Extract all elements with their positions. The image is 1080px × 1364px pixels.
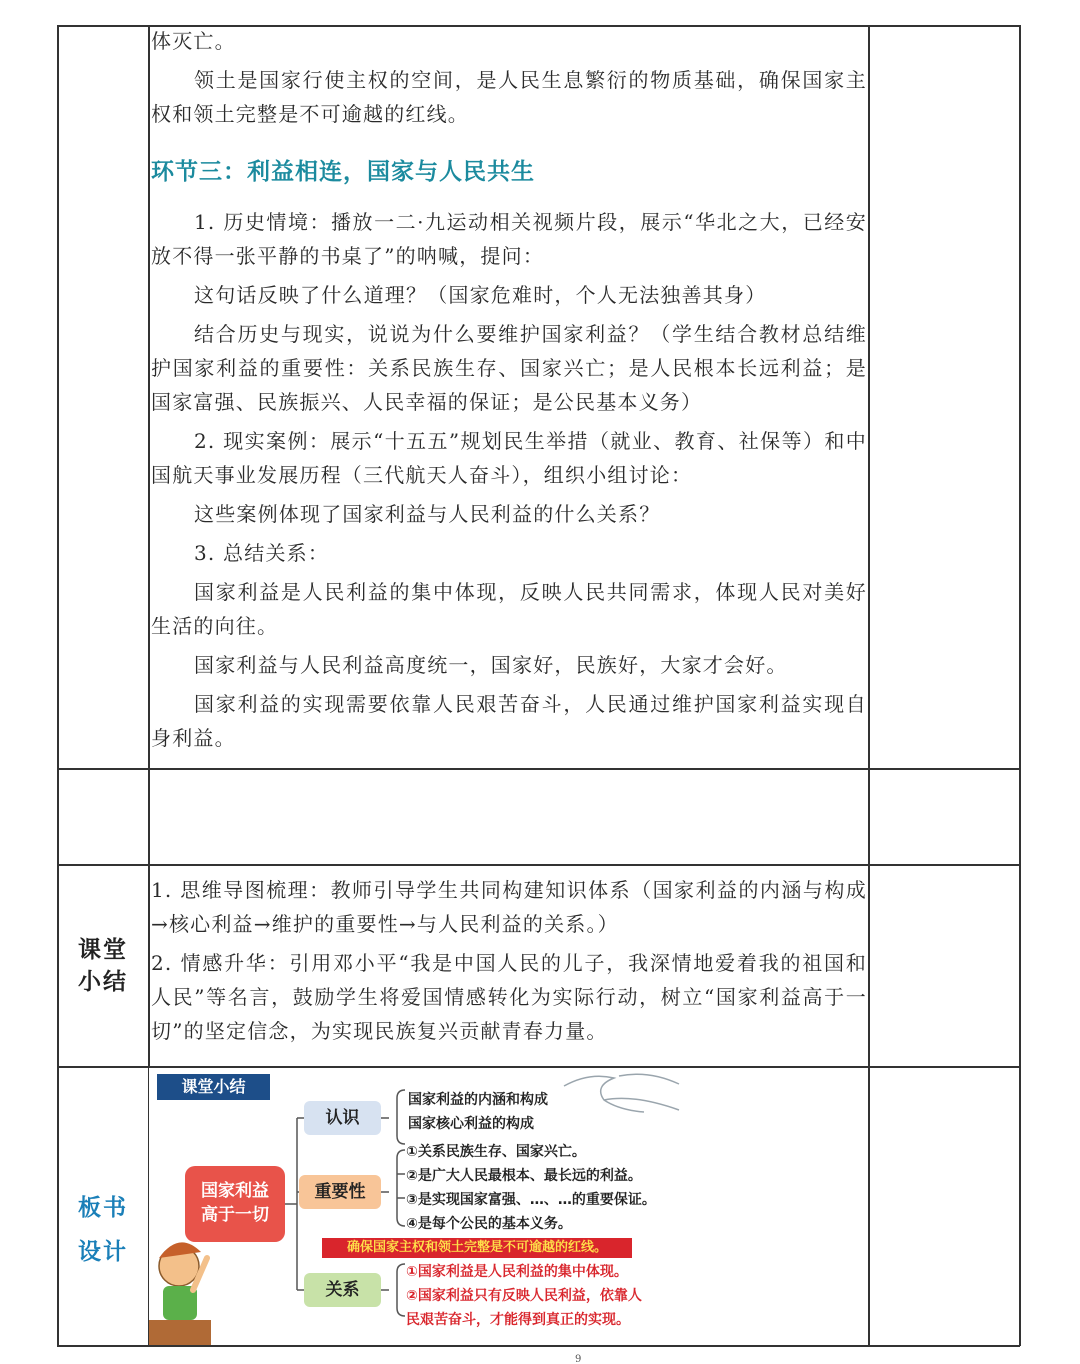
paragraph-question-1: 这句话反映了什么道理？（国家危难时，个人无法独善其身）: [194, 283, 767, 307]
board-label: [58, 1186, 148, 1274]
node3-item-3: 民艰苦奋斗，才能得到真正的实现。: [406, 1312, 630, 1328]
red-line-banner: 确保国家主权和领土完整是不可逾越的红线。: [322, 1238, 632, 1258]
paragraph-relation-2: 国家利益与人民利益高度统一，国家好，民族好，大家才会好。: [194, 653, 788, 677]
summary-paragraph-1: 1. 思维导图梳理：教师引导学生共同构建知识体系（国家利益的内涵与构成→核心利益→维护的重要性→与人民利益的关系。）: [151, 878, 867, 936]
paragraph-history-scenario: 1. 历史情境：播放一二·九运动相关视频片段，展示“华北之大，已经安放不得一张平静的书桌了”的呐喊，提问：: [151, 210, 867, 268]
board-tag: 课堂小结: [157, 1074, 270, 1100]
paragraph-territory: 领土是国家行使主权的空间，是人民生息繁衍的物质基础，确保国家主权和领土完整是不可逾越的红线。: [151, 68, 867, 126]
node1-item-2: 国家核心利益的构成: [408, 1116, 534, 1132]
table-row-divider-2: [57, 864, 1020, 866]
board-design-mindmap: [149, 1068, 692, 1345]
summary-label-line2: 小结: [78, 969, 128, 995]
page-number: 9: [575, 1354, 582, 1364]
paragraph-question-2: 结合历史与现实，说说为什么要维护国家利益？（学生结合教材总结维护国家利益的重要性：关系民族生存、国家兴亡；是人民根本长远利益；是国家富强、民族振兴、人民幸福的保证；是公民基本义务）: [151, 322, 867, 414]
table-border-bottom: [57, 1345, 1020, 1347]
node1-bracket: [381, 1090, 405, 1144]
student-illustration: [149, 1242, 211, 1345]
table-divider-notes: [868, 25, 870, 1346]
summary-label-line1: 课堂: [78, 937, 128, 963]
summary-paragraph-2: 2. 情感升华：引用邓小平“我是中国人民的儿子，我深情地爱着我的祖国和人民”等名言，鼓励学生将爱国情感转化为实际行动，树立“国家利益高于一切”的坚定信念，为实现民族复兴贡献青春力量。: [151, 951, 867, 1043]
node2-item-2: ②是广大人民最根本、最长远的利益。: [406, 1168, 642, 1184]
paragraph-relation-1: 国家利益是人民利益的集中体现，反映人民共同需求，体现人民对美好生活的向往。: [151, 580, 867, 638]
summary-label: [58, 934, 148, 998]
summary-cell: [151, 873, 867, 1048]
node2-bracket: [381, 1150, 405, 1226]
table-border-right: [1019, 25, 1021, 1346]
paragraph-relation-3: 国家利益的实现需要依靠人民艰苦奋斗，人民通过维护国家利益实现自身利益。: [151, 692, 867, 750]
center-node-line1: 国家利益: [201, 1181, 269, 1201]
node2-item-1: ①关系民族生存、国家兴亡。: [406, 1144, 586, 1160]
paragraph-real-case: 2. 现实案例：展示“十五五”规划民生举措（就业、教育、社保等）和中国航天事业发展历程（三代航天人奋斗），组织小组讨论：: [151, 429, 867, 487]
node2-item-4: ④是每个公民的基本义务。: [406, 1216, 572, 1232]
table-border-left: [57, 25, 59, 1346]
node-understanding: 认识: [304, 1101, 381, 1135]
node-importance: 重要性: [299, 1175, 381, 1209]
node1-item-1: 国家利益的内涵和构成: [408, 1092, 548, 1108]
node3-bracket: [381, 1264, 405, 1316]
paragraph-summary-title: 3. 总结关系：: [194, 541, 330, 565]
crane-illustration: [564, 1074, 679, 1112]
node3-item-1: ①国家利益是人民利益的集中体现。: [406, 1264, 628, 1280]
paragraph-tail: 体灭亡。: [151, 29, 236, 53]
lesson-process-cell: [151, 24, 867, 755]
center-node-line2: 高于一切: [201, 1205, 269, 1225]
board-label-line2: 设计: [78, 1239, 128, 1265]
node2-item-3: ③是实现国家富强、…、…的重要保证。: [406, 1192, 656, 1208]
paragraph-question-3: 这些案例体现了国家利益与人民利益的什么关系？: [194, 502, 661, 526]
node3-item-2: ②国家利益只有反映人民利益，依靠人: [406, 1288, 642, 1304]
section-heading: 环节三：利益相连，国家与人民共生: [151, 159, 535, 185]
center-node: [185, 1166, 285, 1242]
board-label-line1: 板书: [78, 1195, 128, 1221]
node-relation: 关系: [304, 1273, 381, 1307]
table-row-divider-1: [57, 768, 1020, 770]
